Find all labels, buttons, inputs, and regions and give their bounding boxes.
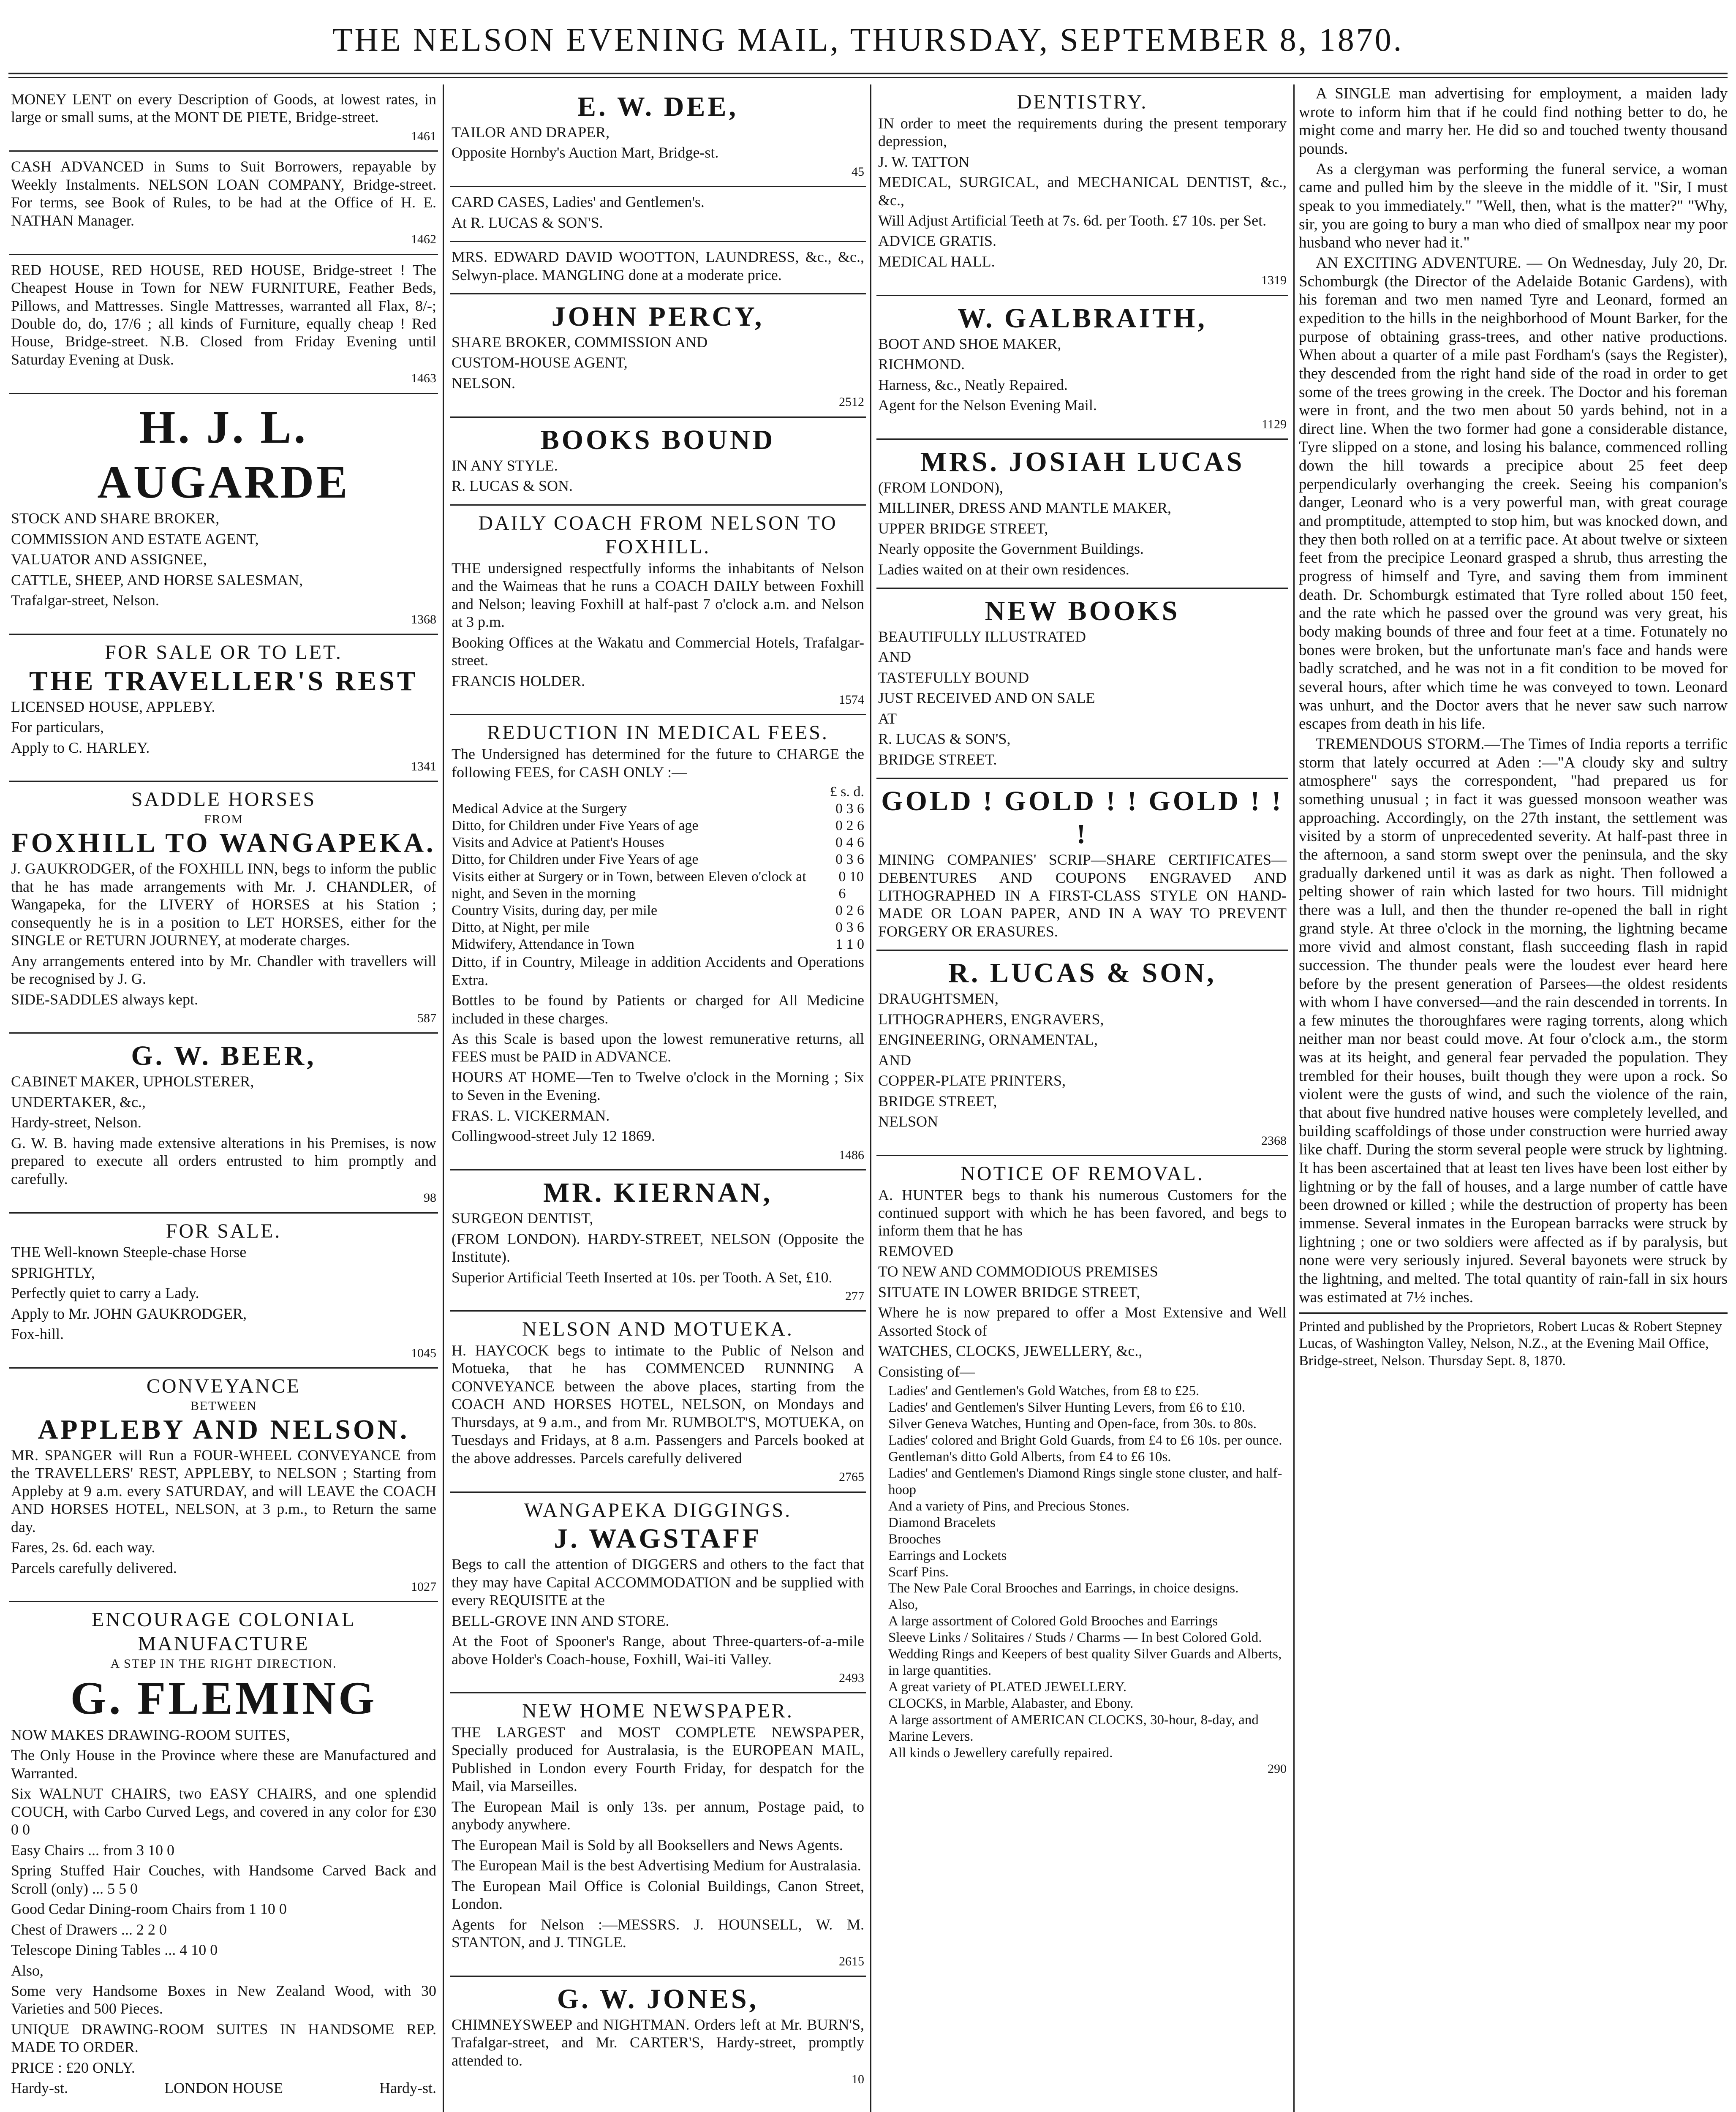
advertisement-cards	[450, 187, 866, 242]
ad-text: Trafalgar-street, Nelson.	[11, 592, 159, 609]
ad-text: UNIQUE DRAWING-ROOM SUITES IN HANDSOME REP. MADE TO ORDER.	[11, 2020, 436, 2056]
ad-heading: REDUCTION IN MEDICAL FEES.	[487, 721, 829, 744]
ad-number: 1045	[411, 1346, 436, 1360]
advertisement-kiernan	[450, 1170, 866, 1312]
ad-text: The European Mail is the best Advertising Medium for Australasia.	[452, 1857, 861, 1874]
ad-text: BRIDGE STREET.	[878, 751, 997, 768]
fee-item: Visits either at Surgery or in Town, between Eleven o'clock at night, and Seven in the morning	[452, 868, 806, 901]
jewellery-item: A great variety of PLATED JEWELLERY.	[888, 1679, 1126, 1695]
ad-text: STOCK AND SHARE BROKER,	[11, 510, 220, 527]
jewellery-item: Sleeve Links / Solitaires / Studs / Charms — In best Colored Gold.	[888, 1630, 1262, 1646]
advertisement-coach	[450, 506, 866, 716]
ad-title: JOHN PERCY,	[551, 301, 765, 332]
ad-number: 45	[852, 164, 864, 179]
jewellery-item: Silver Geneva Watches, Hunting and Open-face, from 30s. to 80s.	[888, 1416, 1257, 1432]
ad-text: Spring Stuffed Hair Couches, with Handsome Carved Back and Scroll (only) ... 5 5 0	[11, 1862, 436, 1897]
ad-text: SPRIGHTLY,	[11, 1264, 95, 1281]
ad-text: R. LUCAS & SON.	[452, 477, 573, 495]
advertisement-beer	[9, 1034, 438, 1213]
ad-text: The European Mail Office is Colonial Buildings, Canon Street, London.	[452, 1877, 864, 1913]
fee-row	[452, 919, 864, 936]
advertisement-money	[9, 84, 438, 152]
ad-text: BRIDGE STREET,	[878, 1092, 997, 1110]
ad-number: 98	[424, 1191, 436, 1205]
ad-number: 1027	[411, 1580, 436, 1594]
fee-item: Ditto, for Children under Five Years of age	[452, 852, 699, 868]
ad-heading: FOR SALE.	[166, 1219, 282, 1242]
ad-text: SHARE BROKER, COMMISSION AND	[452, 333, 708, 351]
ad-subheading: A STEP IN THE RIGHT DIRECTION.	[110, 1656, 337, 1671]
ad-text: Some very Handsome Boxes in New Zealand Wood, with 30 Varieties and 500 Pieces.	[11, 1982, 436, 2017]
ad-text: Agents for Nelson :—MESSRS. J. HOUNSELL, W. M. STANTON, and J. TINGLE.	[452, 1916, 864, 1951]
ad-text: UNDERTAKER, &c.,	[11, 1093, 146, 1110]
ad-text: REMOVED	[878, 1242, 953, 1260]
fee-amount: 0 2 6	[835, 902, 864, 918]
ad-number: 1574	[839, 693, 864, 707]
fee-item: Medical Advice at the Surgery	[452, 801, 627, 817]
jewellery-item: All kinds o Jewellery carefully repaired.	[888, 1745, 1113, 1761]
jewellery-item: A large assortment of AMERICAN CLOCKS, 30-hour, 8-day, and Marine Levers.	[888, 1712, 1259, 1744]
ad-text: Telescope Dining Tables ... 4 10 0	[11, 1941, 218, 1959]
jewellery-item: Ladies' and Gentlemen's Silver Hunting Levers, from £6 to £10.	[888, 1400, 1245, 1415]
ad-text: Ladies waited on at their own residences.	[878, 561, 1129, 578]
ad-number: 1486	[839, 1148, 864, 1162]
ad-text: BELL-GROVE INN AND STORE.	[452, 1612, 669, 1629]
ad-text: AND	[878, 1051, 911, 1069]
ad-text: Nearly opposite the Government Buildings.	[878, 540, 1144, 558]
fee-item: Midwifery, Attendance in Town	[452, 936, 634, 953]
ad-text: CABINET MAKER, UPHOLSTERER,	[11, 1073, 254, 1090]
advertisement-cash	[9, 152, 438, 255]
advertisement-forsale	[9, 635, 438, 782]
ad-number: 587	[417, 1011, 436, 1026]
ad-number: 2368	[1261, 1133, 1287, 1148]
advertisement-conveyance	[9, 1369, 438, 1603]
ad-number: 2512	[839, 395, 864, 409]
ad-text: SIDE-SADDLES always kept.	[11, 991, 198, 1008]
jewellery-item: Ladies' and Gentlemen's Gold Watches, from £8 to £25.	[888, 1383, 1200, 1399]
ad-text: MONEY LENT on every Description of Goods, at lowest rates, in large or small sums, at the MONT DE PIETE, Bridge-street.	[11, 91, 436, 126]
advertisement-jones	[450, 1977, 866, 2094]
jewellery-item: Scarf Pins.	[888, 1564, 949, 1580]
ad-text: Apply to C. HARLEY.	[11, 739, 150, 756]
ad-text: At R. LUCAS & SON'S.	[452, 214, 603, 231]
fee-item: Country Visits, during day, per mile	[452, 902, 658, 918]
ad-title: GOLD ! GOLD ! ! GOLD ! ! !	[881, 786, 1284, 850]
fee-row	[452, 834, 864, 851]
advertisement-gold	[876, 779, 1288, 951]
fee-row	[452, 936, 864, 953]
ad-number: 1319	[1261, 273, 1287, 288]
ad-title: G. W. BEER,	[131, 1040, 316, 1072]
advertisement-percy	[450, 294, 866, 418]
ad-text: DRAUGHTSMEN,	[878, 990, 999, 1007]
ad-text: The Only House in the Province where these are Manufactured and Warranted.	[11, 1747, 436, 1782]
ad-text: (FROM LONDON),	[878, 479, 1003, 496]
ad-title: FOXHILL TO WANGAPEKA.	[11, 827, 436, 859]
jewellery-item: Earrings and Lockets	[888, 1548, 1007, 1563]
ad-text: RICHMOND.	[878, 356, 965, 373]
ad-number: 1462	[411, 232, 436, 247]
ad-text: THE LARGEST and MOST COMPLETE NEWSPAPER, Specially produced for Australasia, is the EUROPEAN MAIL, Published in London every Fourth Friday, for despatch for the Mail, via Marseilles.	[452, 1723, 864, 1795]
advertisement-saddle	[9, 782, 438, 1034]
column-3-advertisements	[876, 84, 1288, 2112]
ad-text: IN order to meet the requirements during the present temporary depression,	[878, 114, 1287, 150]
ad-heading: SADDLE HORSES	[131, 788, 316, 811]
fee-row	[452, 851, 864, 868]
ad-title: G. FLEMING	[70, 1672, 377, 1724]
advertisement-diggings	[450, 1493, 866, 1694]
ad-text: AT	[878, 710, 897, 727]
ad-text: Collingwood-street July 12 1869.	[452, 1127, 655, 1145]
fee-item: Ditto, for Children under Five Years of age	[452, 818, 699, 834]
jewellery-item: And a variety of Pins, and Precious Stones.	[888, 1498, 1130, 1514]
ad-text: CHIMNEYSWEEP and NIGHTMAN. Orders left at Mr. BURN'S, Trafalgar-street, and Mr. CARTER'S, Hardy-street, promptly attended to.	[452, 2016, 864, 2069]
ad-text: J. GAUKRODGER, of the FOXHILL INN, begs to inform the public that he has made arrangements with Mr. J. CHANDLER, of Wangapeka, for the LIVERY of HORSES at his Station ; consequently he is in a position to LET HORSES, either for the SINGLE or RETURN JOURNEY, at moderate charges.	[11, 860, 436, 949]
ad-number: 1341	[411, 759, 436, 774]
ad-text: AND	[878, 648, 911, 666]
ad-number: 2493	[839, 1671, 864, 1685]
jewellery-item: Ladies' colored and Bright Gold Guards, from £4 to £6 10s. per ounce.	[888, 1433, 1282, 1448]
ad-title: APPLEBY AND NELSON.	[38, 1414, 410, 1445]
ad-number: 277	[845, 1289, 864, 1303]
ad-number: 1129	[1262, 417, 1287, 431]
ad-text: SURGEON DENTIST,	[452, 1210, 593, 1227]
ad-text: BOOT AND SHOE MAKER,	[878, 335, 1061, 352]
ad-number: 1461	[411, 129, 436, 143]
ad-text: The European Mail is Sold by all Booksellers and News Agents.	[452, 1836, 843, 1853]
ad-title: E. W. DEE,	[577, 91, 738, 122]
jewellery-item: Gentleman's ditto Gold Alberts, from £4 to £6 10s.	[888, 1449, 1171, 1464]
column-2-advertisements	[450, 84, 866, 2112]
jewellery-item: CLOCKS, in Marble, Alabaster, and Ebony.	[888, 1696, 1134, 1712]
ad-text: Any arrangements entered into by Mr. Chandler with travellers will be recognised by J. G.	[11, 952, 436, 988]
ad-text: Superior Artificial Teeth Inserted at 10s. per Tooth. A Set, £10.	[452, 1268, 833, 1286]
ad-text: COMMISSION AND ESTATE AGENT,	[11, 530, 259, 547]
ad-text: Opposite Hornby's Auction Mart, Bridge-st.	[452, 144, 719, 161]
ad-text: Harness, &c., Neatly Repaired.	[878, 376, 1068, 393]
ad-text: ADVICE GRATIS.	[878, 232, 997, 250]
ad-title: MR. KIERNAN,	[543, 1177, 773, 1208]
advertisement-fees	[450, 715, 866, 1170]
advertisement-books	[450, 418, 866, 506]
footer-text: Hardy-st.	[11, 2079, 68, 2097]
masthead-rule	[8, 73, 1728, 74]
jewellery-item: Also,	[888, 1597, 918, 1613]
ad-intro: The Undersigned has determined for the future to CHARGE the following FEES, for CASH ONLY :—	[452, 746, 864, 781]
ad-text: MILLINER, DRESS AND MANTLE MAKER,	[878, 499, 1172, 517]
ad-text: UPPER BRIDGE STREET,	[878, 520, 1048, 537]
fee-amount: 0 3 6	[835, 919, 864, 935]
ad-text: LITHOGRAPHERS, ENGRAVERS,	[878, 1010, 1104, 1028]
ad-text: MEDICAL, SURGICAL, and MECHANICAL DENTIST, &c., &c.,	[878, 174, 1287, 209]
ad-number: 1368	[411, 612, 436, 626]
jewellery-item: A large assortment of Colored Gold Brooches and Earrings	[888, 1614, 1218, 1629]
advertisement-sprightly	[9, 1214, 438, 1369]
ad-text: At the Foot of Spooner's Range, about Three-quarters-of-a-mile above Holder's Coach-house, Foxhill, Wai-iti Valley.	[452, 1633, 864, 1668]
advertisement-fleming	[9, 1602, 438, 2104]
ad-text: HOURS AT HOME—Ten to Twelve o'clock in the Morning ; Six to Seven in the Evening.	[452, 1068, 864, 1104]
ad-text: G. W. B. having made extensive alterations in his Premises, is now prepared to execute all orders entrusted to him promptly and carefully.	[11, 1134, 436, 1187]
column-divider	[1293, 84, 1295, 2112]
ad-text: CATTLE, SHEEP, AND HORSE SALESMAN,	[11, 571, 303, 588]
ad-text: Where he is now prepared to offer a Most Extensive and Well Assorted Stock of	[878, 1304, 1287, 1339]
column-4-news	[1299, 84, 1728, 2112]
news-paragraph: TREMENDOUS STORM.—The Times of India reports a terrific storm that lately occurred at Aden :—"A cloudy sky and sultry atmosphere" says the correspondent, "had prepared us for something unusual ; in fact it was guessed monsoon weather was approaching. Accordingly, on the 27th instant, the settlement was visited by a storm of unprecedented severity. At half-past three in the afternoon, a sand storm swept over the peninsula, and the sky gradually darkened until it was as dark as night. Then followed a pelting shower of rain which lasted for two hours. Till midnight there was a lull, and then the thunder re-opened the ball in right grand style. At three o'clock in the morning, the lightning became more vivid and almost constant, flash succeeding flash in rapid succession. The thunder peals were the loudest ever heard here before by the present generation of Parsees—the oldest residents with whom I have conversed—and the rain descended in torrents. In a few minutes the thoroughfares were raging torrents, along which neither man nor beast could move. At four o'clock a.m., the storm was at its height, and general fear pervaded the population. They trembled for their houses, built though they were upon a rock. So violent were the gusts of wind, and such the violence of the rain, that about five hundred native houses were completely levelled, and building scaffoldings of those under construction were hurried away like chaff. During the storm several people were struck by lightning. It has been ascertained that at least ten lives have been lost either by lightning or by the fall of houses, and a large number of cattle have been drowned or killed ; while the destruction of property has been immense. Several inmates in the European barracks were struck by lightning ; one or two soldiers were affected as if by paralysis, but none were very seriously injured. Several bayonets were struck by the lightning, and melted. The total quantity of rain-fall in six hours was estimated at 7½ inches.	[1299, 735, 1728, 1306]
ad-heading: WANGAPEKA DIGGINGS.	[524, 1499, 792, 1521]
ad-text: Agent for the Nelson Evening Mail.	[878, 397, 1097, 414]
fee-amount: 0 3 6	[835, 852, 864, 868]
ad-text: WATCHES, CLOCKS, JEWELLERY, &c.,	[878, 1342, 1143, 1360]
ad-text: TAILOR AND DRAPER,	[452, 123, 610, 141]
fee-amount: 1 1 0	[835, 936, 864, 953]
ad-text: IN ANY STYLE.	[452, 457, 558, 474]
advertisement-lucasson	[876, 951, 1288, 1156]
fee-item: Visits and Advice at Patient's Houses	[452, 835, 664, 851]
ad-text: Ditto, if in Country, Mileage in addition Accidents and Operations Extra.	[452, 953, 864, 988]
ad-number: 2765	[839, 1470, 864, 1484]
jewellery-item: Diamond Bracelets	[888, 1515, 996, 1530]
ad-text: Hardy-street, Nelson.	[11, 1114, 141, 1131]
advertisement-newbooks	[876, 589, 1288, 779]
ad-text: SITUATE IN LOWER BRIDGE STREET,	[878, 1283, 1140, 1301]
ad-text: BEAUTIFULLY ILLUSTRATED	[878, 628, 1086, 645]
ad-number: 290	[1268, 1761, 1287, 1776]
ad-footer	[11, 2079, 436, 2097]
ad-heading: DENTISTRY.	[1017, 91, 1148, 113]
ad-text: As this Scale is based upon the lowest remunerative returns, all FEES must be PAID in ADVANCE.	[452, 1030, 864, 1065]
ad-text: FRAS. L. VICKERMAN.	[452, 1107, 610, 1124]
ad-text: PRICE : £20 ONLY.	[11, 2059, 135, 2076]
ad-text: NOW MAKES DRAWING-ROOM SUITES,	[11, 1726, 290, 1743]
ad-title: G. W. JONES,	[557, 1984, 759, 2014]
ad-text: Consisting of—	[878, 1363, 975, 1380]
masthead-rule-thin	[8, 77, 1728, 78]
jewellery-item: Brooches	[888, 1531, 941, 1547]
ad-text: H. HAYCOCK begs to intimate to the Public of Nelson and Motueka, that he has COMMENCED RUNNING A CONVEYANCE between the above places, starting from the COACH AND HORSES HOTEL, NELSON, on Mondays and Thursdays, at 9 a.m., and from Mr. RUMBOLT'S, MOTUEKA, on Tuesdays and Fridays, at 8 a.m. Passengers and Parcels booked at the above addresses. Parcels carefully delivered	[452, 1342, 864, 1467]
column-1-advertisements	[9, 84, 438, 2112]
ad-text: Good Cedar Dining-room Chairs from 1 10 0	[11, 1900, 287, 1918]
fee-col-units: £ s. d.	[830, 784, 864, 800]
printer-imprint: Printed and published by the Proprietors, Robert Lucas & Robert Stepney Lucas, of Washington Valley, Nelson, N.Z., at the Evening Mail Office, Bridge-street, Nelson. Thursday Sept. 8, 1870.	[1299, 1312, 1728, 1369]
ad-number: 10	[852, 2072, 864, 2087]
fee-amount: 0 2 6	[835, 818, 864, 834]
ad-text: Fares, 2s. 6d. each way.	[11, 1539, 155, 1556]
news-paragraph: AN EXCITING ADVENTURE. — On Wednesday, July 20, Dr. Schomburgk (the Director of the Adelaide Botanic Gardens), with his foreman and two men named Tyre and Leonard, formed an expedition to the hills in the neighborhood of Mount Barker, for the purpose of obtaining grass-trees, and other native productions. When about a quarter of a mile past Fordham's (says the Register), they descended from the right hand side of the road in order to get some of the trees growing in the creek. The Doctor and his foreman were in front, and the two men about 50 yards behind, not in a direct line. When the two former had gone a considerable distance, Tyre slipped on a stone, and losing his balance, commenced rolling down the hill towards a precipice about 25 feet deep perpendicularly overhanging the creek. Seeing his companion's danger, Leonard who is a very powerful man, with great courage and promptitude, attempted to stop him, but was knocked down, and they then both rolled on at a terrific pace. At about twelve or sixteen feet from the precipice Leonard grasped a shrub, thus arresting the progress of himself and Tyre, and saving them from imminent death. Dr. Schomburgk estimated that Tyre rolled about 150 feet, and the rate which he passed over the ground was very great, his body making bounds of three and four feet at a time. Fotunately no bones were broken, but the unfortunate man's face and hands were badly scratched, and he was not in a fit condition to be moved for several hours, after which time he was conveyed to town. Leonard was unhurt, and the Doctor avers that he never saw such narrow escapes from death in his life.	[1299, 254, 1728, 733]
ad-heading: NOTICE OF REMOVAL.	[961, 1162, 1204, 1185]
masthead: THE NELSON EVENING MAIL, THURSDAY, SEPTEMBER 8, 1870.	[332, 21, 1404, 58]
ad-heading: ENCOURAGE COLONIAL MANUFACTURE	[91, 1608, 356, 1655]
ad-subheading: FROM	[204, 812, 244, 827]
ad-text: RED HOUSE, RED HOUSE, RED HOUSE, Bridge-street ! The Cheapest House in Town for NEW FURNITURE, Feather Beds, Pillows, and Mattresses. Single Mattresses, warranted all Flax, 8/-; Double do, do, 17/6 ; all kinds of Furniture, equally cheap ! Red House, Bridge-street. N.B. Closed from Friday Evening until Saturday Evening at Dusk.	[11, 261, 436, 368]
advertisement-augarde	[9, 394, 438, 635]
ad-text: NELSON	[878, 1113, 938, 1130]
column-divider	[443, 84, 444, 2112]
ad-text: MRS. EDWARD DAVID WOOTTON, LAUNDRESS, &c., &c., Selwyn-place. MANGLING done at a moderate price.	[452, 248, 864, 283]
ad-text: Six WALNUT CHAIRS, two EASY CHAIRS, and one splendid COUCH, with Carbo Curved Legs, and covered in any color for £30 0 0	[11, 1785, 436, 1838]
advertisement-wootton	[450, 242, 866, 294]
fee-table-header	[452, 784, 864, 800]
ad-text: THE Well-known Steeple-chase Horse	[11, 1244, 247, 1261]
ad-text: R. LUCAS & SON'S,	[878, 730, 1011, 748]
ad-text: Fox-hill.	[11, 1325, 64, 1343]
ad-text: MINING COMPANIES' SCRIP—SHARE CERTIFICATES—DEBENTURES AND COUPONS ENGRAVED AND LITHOGRAPHED IN A FIRST-CLASS STYLE ON HAND-MADE OR LOAN PAPER, AND IN A WAY TO PREVENT FORGERY OR ERASURES.	[878, 851, 1287, 940]
ad-text: Perfectly quiet to carry a Lady.	[11, 1285, 199, 1302]
ad-text: NELSON.	[452, 374, 515, 392]
fee-row	[452, 800, 864, 817]
ad-text: CASH ADVANCED in Sums to Suit Borrowers, repayable by Weekly Instalments. NELSON LOAN COMPANY, Bridge-street. For terms, see Book of Rules, to be had at the Office of H. E. NATHAN Manager.	[11, 158, 436, 229]
ad-text: CUSTOM-HOUSE AGENT,	[452, 354, 628, 371]
ad-text: (FROM LONDON). HARDY-STREET, NELSON (Opposite the Institute).	[452, 1230, 864, 1266]
fee-row	[452, 868, 864, 902]
ad-text: TASTEFULLY BOUND	[878, 669, 1029, 686]
ad-text: The European Mail is only 13s. per annum, Postage paid, to anybody anywhere.	[452, 1798, 864, 1833]
jewellery-item: Wedding Rings and Keepers of best quality Silver Guards and Alberts, in large quantities.	[888, 1647, 1282, 1679]
fee-amount: 0 10 6	[838, 868, 864, 901]
advertisement-motueka	[450, 1312, 866, 1492]
ad-title: NEW BOOKS	[985, 596, 1180, 627]
ad-text: Will Adjust Artificial Teeth at 7s. 6d. per Tooth. £7 10s. per Set.	[878, 212, 1267, 229]
ad-text: THE undersigned respectfully informs the inhabitants of Nelson and the Waimeas that he runs a COACH DAILY between Foxhill and Nelson; leaving Foxhill at half-past 7 o'clock a.m. and Nelson at 3 p.m.	[452, 559, 864, 631]
fee-item: Ditto, at Night, per mile	[452, 919, 590, 935]
advertisement-dentistry	[876, 84, 1288, 296]
fee-amount: 0 3 6	[835, 801, 864, 817]
ad-text: For particulars,	[11, 719, 104, 736]
footer-text: LONDON HOUSE	[164, 2079, 283, 2097]
ad-text: J. W. TATTON	[878, 153, 969, 170]
ad-title: H. J. L. AUGARDE	[97, 401, 350, 508]
ad-number: 1463	[411, 371, 436, 386]
ad-text: FRANCIS HOLDER.	[452, 672, 585, 689]
ad-number: 2615	[839, 1954, 864, 1968]
footer-text: Hardy-st.	[379, 2079, 436, 2097]
ad-title: W. GALBRAITH,	[958, 302, 1207, 334]
advertisement-redhouse	[9, 255, 438, 394]
jewellery-list	[878, 1383, 1287, 1761]
ad-text: MEDICAL HALL.	[878, 253, 995, 270]
ad-heading: NELSON AND MOTUEKA.	[522, 1318, 794, 1341]
fee-amount: 0 4 6	[835, 835, 864, 851]
news-paragraph: A SINGLE man advertising for employment, a maiden lady wrote to inform him that if he could find nothing better to do, he might come and marry her. He did so and touched twenty thousand pounds.	[1299, 85, 1728, 158]
advertisement-removal	[876, 1156, 1288, 1783]
fee-row	[452, 817, 864, 834]
ad-heading: DAILY COACH FROM NELSON TO FOXHILL.	[478, 512, 838, 558]
ad-text: VALUATOR AND ASSIGNEE,	[11, 551, 207, 568]
ad-text: Parcels carefully delivered.	[11, 1559, 177, 1576]
advertisement-mrslucas	[876, 440, 1288, 589]
ad-text: Chest of Drawers ... 2 2 0	[11, 1921, 167, 1938]
advertisement-dee	[450, 84, 866, 187]
ad-text: JUST RECEIVED AND ON SALE	[878, 689, 1095, 707]
ad-subheading: BETWEEN	[190, 1399, 257, 1413]
ad-title: THE TRAVELLER'S REST	[29, 665, 418, 697]
ad-text: ENGINEERING, ORNAMENTAL,	[878, 1031, 1098, 1048]
ad-heading: CONVEYANCE	[146, 1374, 301, 1397]
jewellery-item: Ladies' and Gentlemen's Diamond Rings single stone cluster, and half-hoop	[888, 1465, 1282, 1497]
ad-title: BOOKS BOUND	[540, 424, 775, 455]
ad-title: R. LUCAS & SON,	[948, 958, 1216, 989]
ad-text: COPPER-PLATE PRINTERS,	[878, 1072, 1066, 1089]
ad-text: Also,	[11, 1962, 44, 1979]
ad-text: Apply to Mr. JOHN GAUKRODGER,	[11, 1305, 247, 1322]
news-paragraph: As a clergyman was performing the funeral service, a woman came and pulled him by the sleeve in the middle of it. "Sir, I must speak to you immediately." "Well, then, what is the matter?" "Why, sir, you are going to bury a man who died of smallpox near my poor husband who never had it."	[1299, 160, 1728, 252]
ad-text: MR. SPANGER will Run a FOUR-WHEEL CONVEYANCE from the TRAVELLERS' REST, APPLEBY, to NELSON ; Starting from Appleby at 9 a.m. every SATURDAY, and will LEAVE the COACH AND HORSES HOTEL, NELSON, at 3 p.m., to Return the same day.	[11, 1446, 436, 1535]
ad-text: Begs to call the attention of DIGGERS and others to the fact that they may have Capital ACCOMMODATION and be supplied with every REQUISITE at the	[452, 1556, 864, 1609]
advertisement-galbraith	[876, 296, 1288, 440]
column-divider	[870, 84, 871, 2112]
ad-title: MRS. JOSIAH LUCAS	[920, 446, 1245, 477]
ad-heading: FOR SALE OR TO LET.	[105, 641, 343, 664]
jewellery-item: The New Pale Coral Brooches and Earrings, in choice designs.	[888, 1581, 1239, 1596]
ad-text: CARD CASES, Ladies' and Gentlemen's.	[452, 193, 705, 211]
ad-text: Bottles to be found by Patients or charged for All Medicine included in these charges.	[452, 992, 864, 1027]
ad-heading: NEW HOME NEWSPAPER.	[522, 1700, 794, 1723]
ad-text: TO NEW AND COMMODIOUS PREMISES	[878, 1263, 1158, 1280]
ad-text: A. HUNTER begs to thank his numerous Customers for the continued support with which he has been favored, and begs to inform them that he has	[878, 1186, 1287, 1239]
ad-text: LICENSED HOUSE, APPLEBY.	[11, 698, 215, 715]
advertisement-newspaper	[450, 1693, 866, 1977]
ad-text: Easy Chairs ... from 3 10 0	[11, 1841, 174, 1859]
ad-title: J. WAGSTAFF	[554, 1523, 762, 1554]
fee-row	[452, 902, 864, 919]
ad-text: Booking Offices at the Wakatu and Commercial Hotels, Trafalgar-street.	[452, 634, 864, 669]
